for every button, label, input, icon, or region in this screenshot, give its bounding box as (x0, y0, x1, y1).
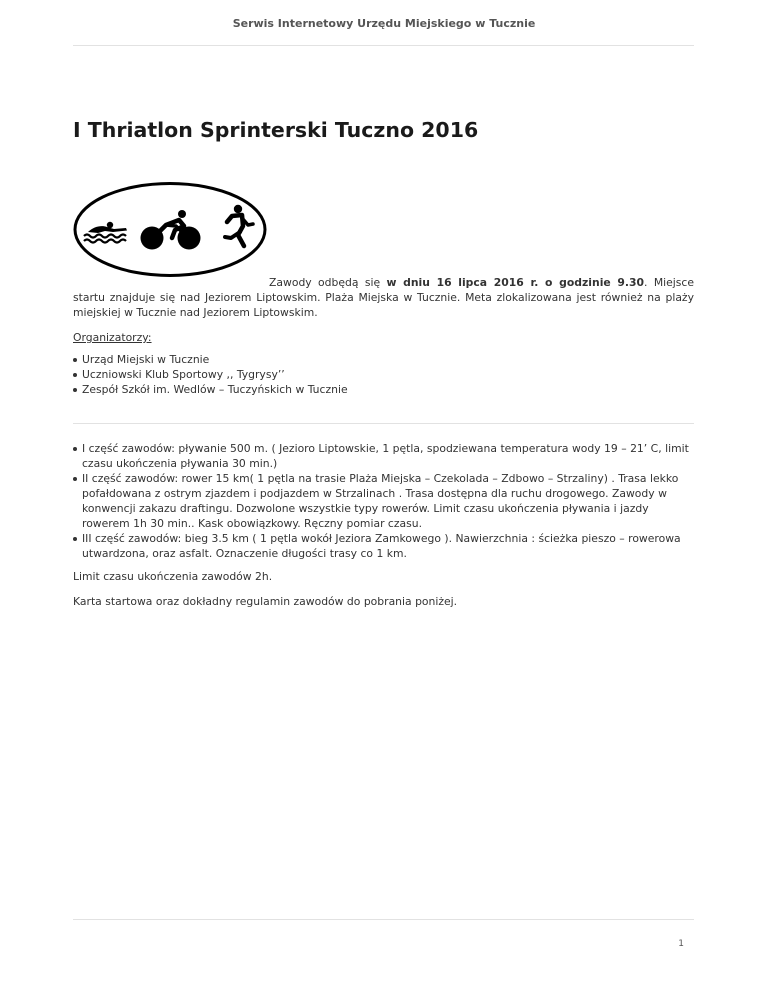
triathlon-logo (72, 180, 268, 279)
footer-divider (73, 919, 694, 920)
site-header-title[interactable]: Serwis Internetowy Urzędu Miejskiego w Tucznie (232, 17, 536, 30)
time-limit-text: Limit czasu ukończenia zawodów 2h. (73, 570, 273, 583)
header-divider (73, 45, 694, 46)
page-number: 1 (678, 939, 684, 949)
organizer-item: Uczniowski Klub Sportowy ,, Tygrysy’’ (73, 367, 694, 382)
section-divider (73, 423, 694, 424)
intro-text-before: Zawody odbędą się (269, 276, 387, 289)
download-note: Karta startowa oraz dokładny regulamin zawodów do pobrania poniżej. (73, 595, 458, 608)
event-date-time: w dniu 16 lipca 2016 r. o godzinie 9.30 (386, 276, 645, 289)
organizers-list (73, 352, 694, 397)
organizer-item: Zespół Szkół im. Wedlów – Tuczyńskich w Tucznie (73, 382, 694, 397)
stage-swim: I część zawodów: pływanie 500 m. ( Jezioro Liptowskie, 1 pętla, spodziewana temperatura wody 19 – 21’ C, limit czasu ukończenia pływania 30 min.) (73, 441, 694, 471)
intro-text-after: . Miejsce startu znajduje się nad Jeziorem Liptowskim. Plaża Miejska w Tucznie. Meta zlokalizowana jest również na plaży miejskiej w Tucznie nad Jeziorem Liptowskim. (73, 276, 694, 319)
organizer-item: Urząd Miejski w Tucznie (73, 352, 694, 367)
intro-paragraph (73, 275, 694, 320)
page-title: I Thriatlon Sprinterski Tuczno 2016 (73, 118, 479, 142)
stage-bike: II część zawodów: rower 15 km( 1 pętla na trasie Plaża Miejska – Czekolada – Zdbowo – Strzaliny) . Trasa lekko pofałdowana z ostrym zjazdem i podjazdem w Strzalinach . Trasa dostępna dla ruchu drogowego. Zawody w konwencji zakazu draftingu. Dozwolone wszystkie typy rowerów. Limit czasu ukończenia pływania i jazdy rowerem 1h 30 min.. Kask obowiązkowy. Ręczny pomiar czasu. (73, 471, 694, 531)
stages-list (73, 441, 694, 561)
stage-run: III część zawodów: bieg 3.5 km ( 1 pętla wokół Jeziora Zamkowego ). Nawierzchnia : ścieżka pieszo – rowerowa utwardzona, oraz asfalt. Oznaczenie długości trasy co 1 km. (73, 531, 694, 561)
organizers-heading: Organizatorzy: (73, 331, 152, 344)
